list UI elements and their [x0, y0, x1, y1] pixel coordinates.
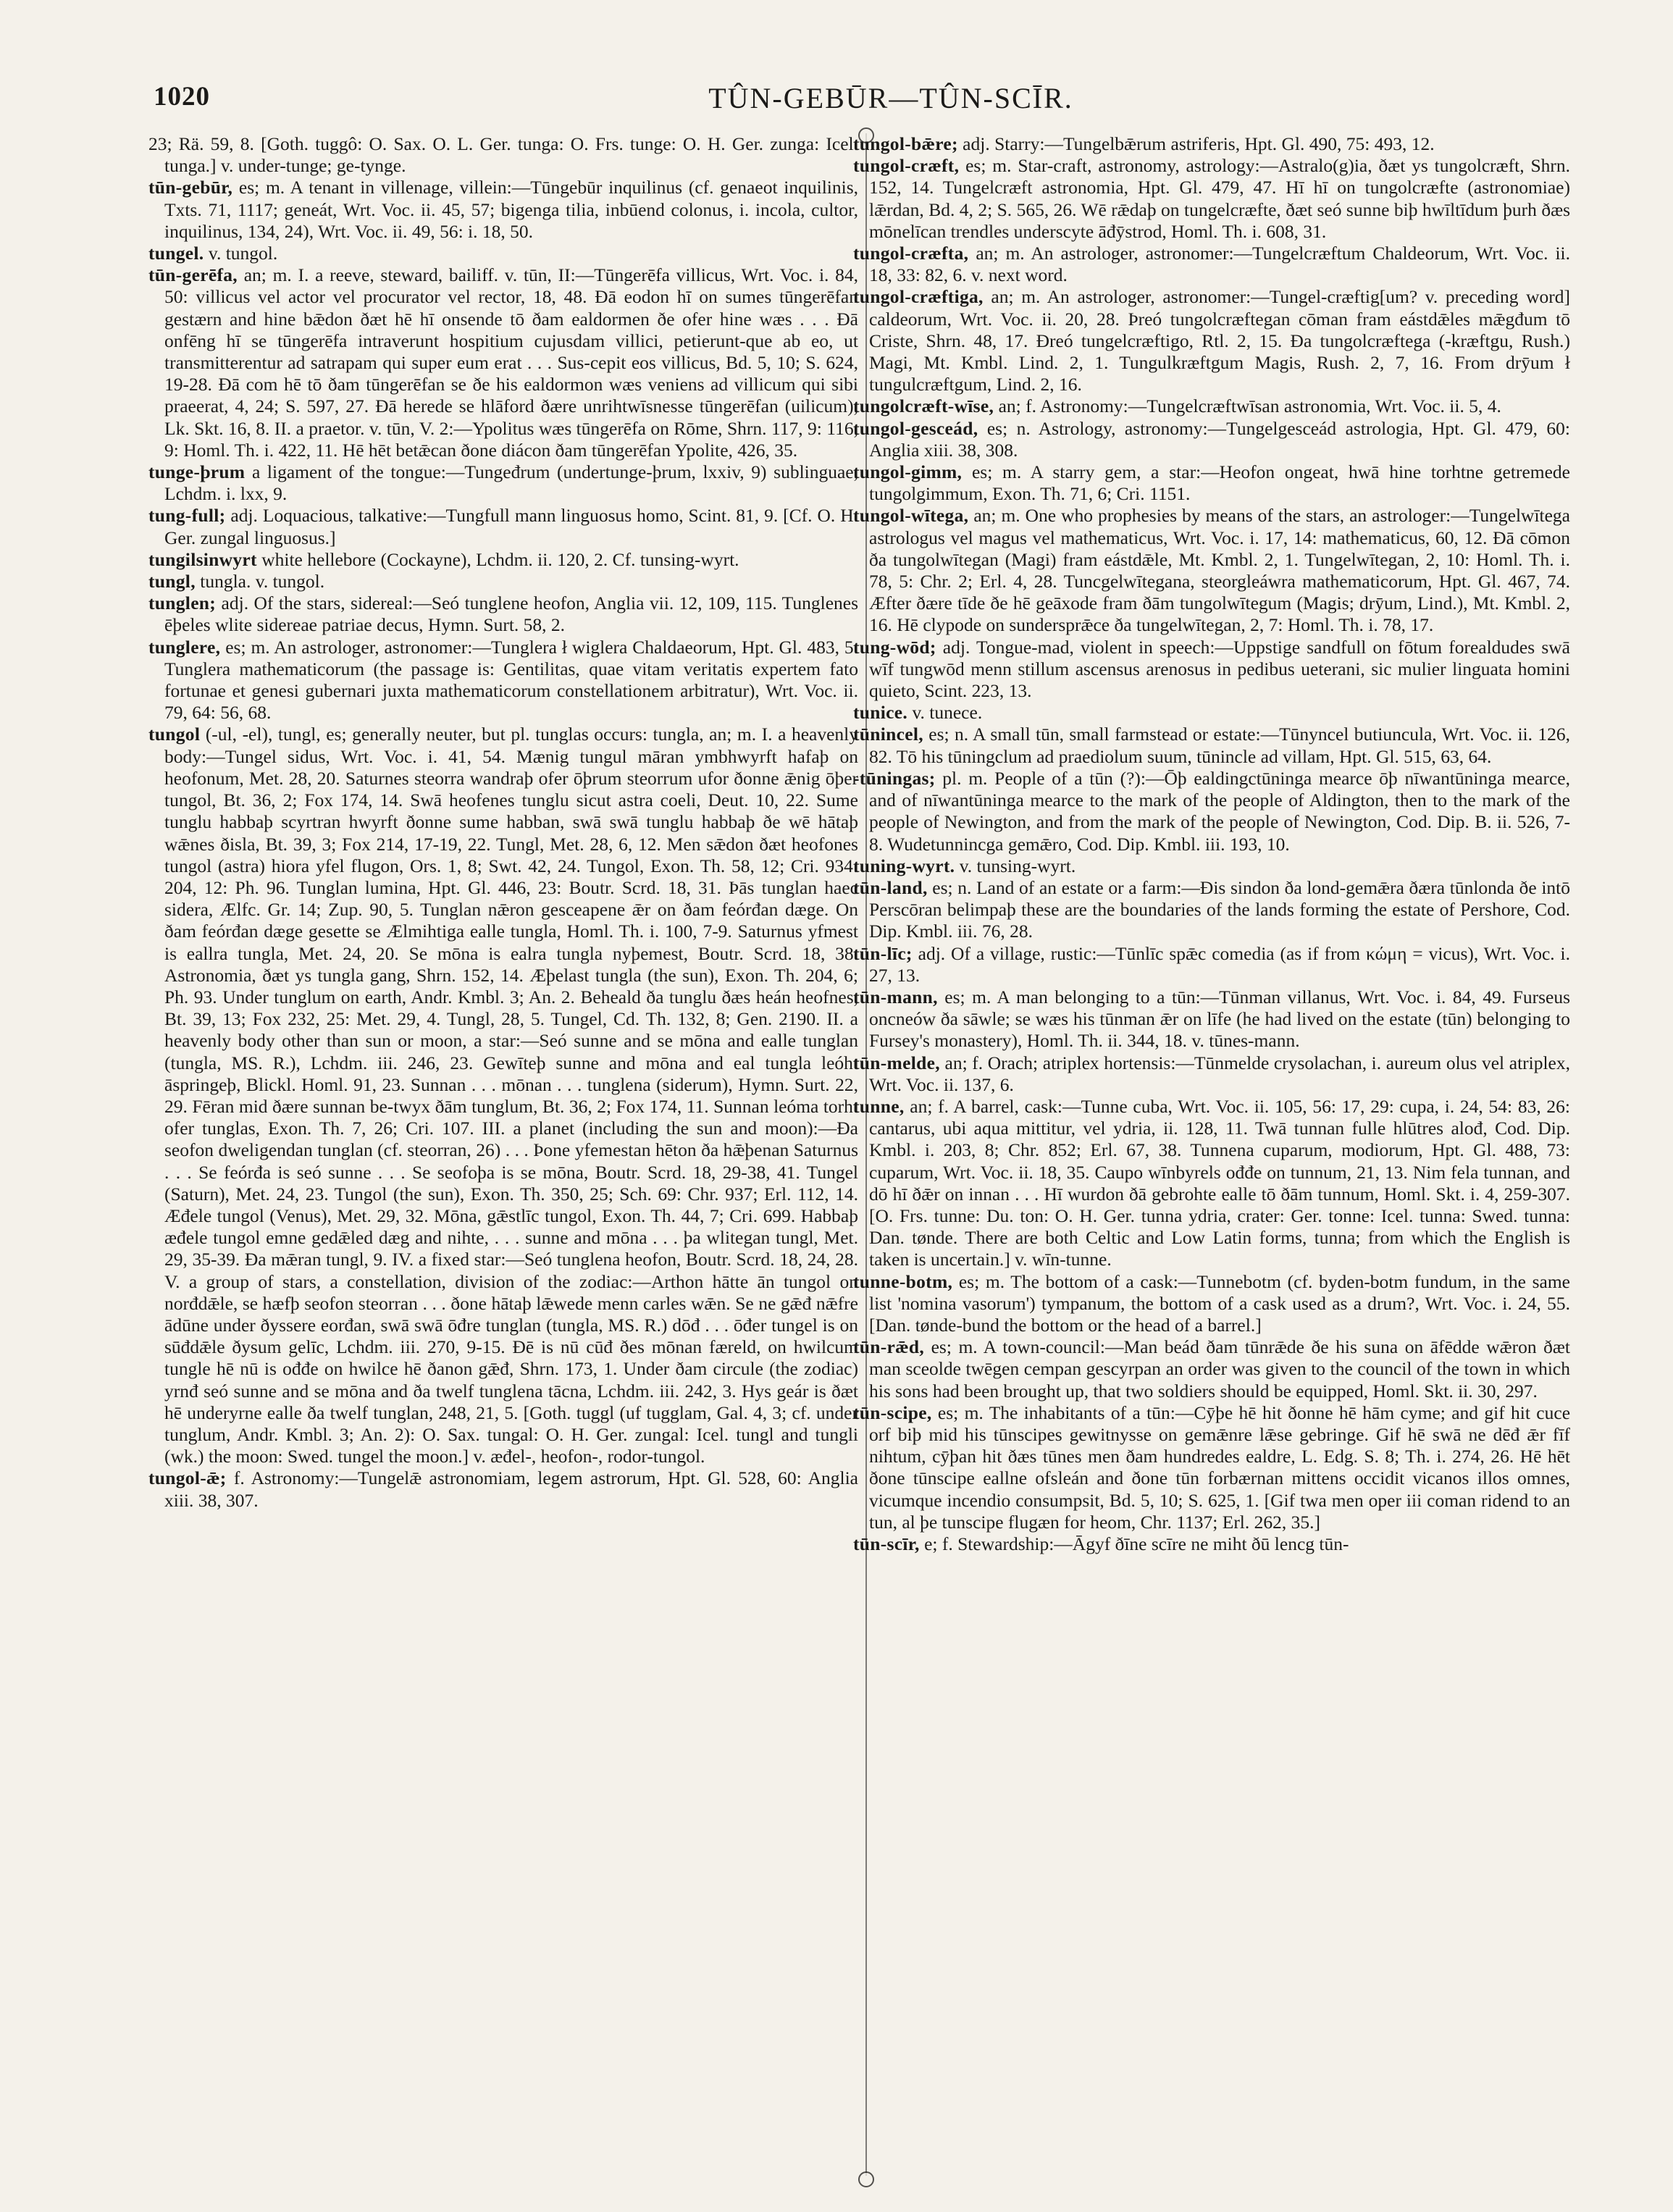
dictionary-entry — [853, 637, 1570, 703]
entry-headword: tungol-cræfta, — [853, 243, 969, 264]
dictionary-entry — [853, 395, 1570, 417]
dictionary-entry — [148, 549, 858, 571]
dictionary-entry — [148, 1467, 858, 1511]
entry-definition: 23; Rä. 59, 8. [Goth. tuggô: O. Sax. O. L. Ger. tunga: O. Frs. tunge: O. H. Ger. zunga: Icel. tunga.] v. under-tunge; ge-tynge. — [148, 133, 858, 177]
entry-headword: tunge-þrum — [148, 461, 246, 483]
dictionary-entry — [148, 592, 858, 636]
entry-definition: an; f. A barrel, cask:—Tunne cuba, Wrt. Voc. ii. 105, 56: 17, 29: cupa, i. 24, 54: 83, 26: cantarus, ubi aqua mittitur, vel ydria, ii. 128, 11. Twā tunnan fulle hlūtres alođ, Cod. Dip. Kmbl. i. 203, 8; Chr. 852; Erl. 67, 38. Tunnena cuparum, modiorum, Hpt. Gl. 488, 73: cuparum, Wrt. Voc. ii. 18, 35. Caupo wīnbyrels ođđe on tunnum, 21, 13. Nim fela tunnan, and dō hī ðǣr on innan . . . Hī wurdon ðā gebrohte ealle tō ðām tunnum, Homl. Skt. i. 4, 259-307. [O. Frs. tunne: Du. ton: O. H. Ger. tunna ydria, crater: Ger. tonne: Icel. tunna: Swed. tunna: Dan. tønde. There are both Celtic and Low Latin forms, tunna; from which the English is taken is uncertain.] v. wīn-tunne. — [869, 1095, 1570, 1270]
entry-headword: tūn-land, — [853, 876, 928, 898]
entry-definition: v. tungol. — [208, 243, 278, 264]
entry-definition: es; m. A tenant in villenage, villein:—Tūngebūr inquilinus (cf. genaeot inquilinis, Txts. 71, 1117; geneát, Wrt. Voc. ii. 45, 57; bigenga tilia, inbūend colonus, i. incola, cultor, inquilinus, 134, 24), Wrt. Voc. ii. 49, 56: i. 18, 50. — [164, 177, 858, 242]
entry-definition: es; m. A man belonging to a tūn:—Tūnman villanus, Wrt. Voc. i. 84, 49. Furseus oncneów ða sāwle; se wæs his tūnman ǣr on līfe (he had lived on the estate (tūn) belonging to Fursey's monastery), Homl. Th. ii. 344, 18. v. tūnes-mann. — [869, 986, 1571, 1052]
dictionary-entry — [853, 286, 1570, 395]
entry-definition: an; f. Orach; atriplex hortensis:—Tūnmelde crysolachan, i. aureum olus vel atriplex, Wrt. Voc. ii. 137, 6. — [869, 1052, 1571, 1095]
dictionary-entry — [853, 243, 1570, 286]
dictionary-entry — [853, 1402, 1570, 1533]
entry-definition: adj. Loquacious, talkative:—Tungfull mann linguosus homo, Scint. 81, 9. [Cf. O. H. Ger. zungal linguosus.] — [164, 505, 859, 548]
entry-headword: tūnincel, — [853, 724, 923, 745]
dictionary-entry — [148, 571, 858, 592]
entry-headword: tūn-scipe, — [853, 1402, 932, 1423]
entry-headword: tunne, — [853, 1095, 905, 1117]
dictionary-entry — [148, 133, 858, 177]
dictionary-entry — [148, 724, 858, 1467]
entry-definition: e; f. Stewardship:—Āgyf ðīne scīre ne miht ðū lencg tūn- — [924, 1533, 1349, 1554]
entry-headword: tunglere, — [148, 636, 221, 658]
entry-headword: tungol-cræft, — [853, 155, 960, 177]
entry-definition: an; m. I. a reeve, steward, bailiff. v. tūn, II:—Tūngerēfa villicus, Wrt. Voc. i. 84, 50: villicus vel actor vel procurator vel rector, 18, 48. Đā eodon hī on sumes tūngerēfan gestærn and hine bǣdon ðæt hē hī onsende tō ðam ealdormen ðe ofer hine wæs . . . Đā onfēng hī se tūngerēfa intraverunt hospitium cujusdam villici, petierunt-que ab eo, ut transmitterentur ad satrapam qui super eum erat . . . Sus-cepit eos villicus, Bd. 5, 10; S. 624, 19-28. Đā com hē tō ðam tūngerēfan se ðe his ealdormon wæs veniens ad villicum qui sibi praeerat, 4, 24; S. 597, 27. Đā herede se hlāford ðære unrihtwīsnesse tūngerēfan (uilicum), Lk. Skt. 16, 8. II. a praetor. v. tūn, V. 2:—Ypolitus wæs tūngerēfa on Rōme, Shrn. 117, 9: 116, 9: Homl. Th. i. 422, 11. Hē hēt betǣcan ðone diácon ðam tūngerēfan Ypolite, 426, 35. — [164, 264, 859, 461]
entry-headword: tungl, — [148, 571, 196, 592]
entry-headword: tungolcræft-wīse, — [853, 395, 994, 417]
dictionary-entry — [853, 1533, 1570, 1555]
entry-headword: tung-full; — [148, 505, 226, 527]
left-column — [148, 133, 858, 1512]
page-number: 1020 — [154, 82, 210, 112]
dictionary-entry — [853, 1336, 1570, 1402]
entry-headword: tuning-wyrt. — [853, 855, 955, 876]
entry-definition: a ligament of the tongue:—Tungeđrum (undertunge-þrum, lxxiv, 9) sublinguae, Lchdm. i. lxx, 9. — [164, 461, 859, 505]
entry-definition: es; n. Land of an estate or a farm:—Đis sindon ða lond-gemǣra ðæra tūnlonda ðe intō Perscōran belimpaþ these are the boundaries of the lands forming the estate of Pershore, Cod. Dip. Kmbl. iii. 76, 28. — [869, 876, 1571, 942]
entry-definition: an; m. One who prophesies by means of the stars, an astrologer:—Tungelwītega astrologus vel magus vel mathematicus, Wrt. Voc. i. 17, 14: mathematicus, 60, 12. Đā cōmon ða tungolwītegan (Magi) fram eástdǣle, Mt. Kmbl. 2, 1. Tungelwītegan, 2, 10: Homl. Th. i. 78, 5: Chr. 2; Erl. 4, 28. Tuncgelwītegana, steorgleáwra mathematicorum, Hpt. Gl. 467, 74. Æfter ðære tīde ðe hē geāxode fram ðām tungolwītegum (Magis; drȳum, Lind.), Mt. Kmbl. 2, 16. Hē clypode on sundersprǣce ða tungelwītegan, 2, 7: Homl. Th. i. 78, 17. — [869, 505, 1570, 636]
entry-definition: an; f. Astronomy:—Tungelcræftwīsan astronomia, Wrt. Voc. ii. 5, 4. — [998, 395, 1501, 417]
entry-headword: tungilsinwyrt — [148, 548, 257, 570]
entry-headword: tungol-wītega, — [853, 505, 969, 527]
dictionary-entry — [853, 418, 1570, 461]
dictionary-entry — [853, 1096, 1570, 1271]
entry-headword: tungol-gimm, — [853, 461, 963, 483]
entry-definition: adj. Tongue-mad, violent in speech:—Uppstige sandfull on fōtum forealdudes swā wīf tungwōd menn stillum ascensus arenosus in pedibus ueterani, sic mulier linguata homini quieto, Scint. 223, 13. — [869, 636, 1570, 702]
entry-headword: tungol-cræftiga, — [853, 286, 984, 308]
entry-headword: tungol-gesceád, — [853, 417, 978, 439]
entry-definition: white hellebore (Cockayne), Lchdm. ii. 120, 2. Cf. tunsing-wyrt. — [261, 548, 739, 570]
entry-headword: tunglen; — [148, 592, 217, 614]
entry-definition: an; m. An astrologer, astronomer:—Tungel-cræftig[um? v. preceding word] caldeorum, Wrt. Voc. ii. 20, 28. Þreó tungolcræftegan cōman fram eástdǣles mǣgđum tō Criste, Shrn. 48, 17. Đreó tungelcræftigo, Rtl. 2, 15. Đa tungolcræftega (-kræftgu, Rush.) Magi, Mt. Kmbl. Lind. 2, 1. Tungulkræftgum Magis, Rush. 2, 7, 16. From drȳum ł tungulcræftgum, Lind. 2, 16. — [869, 286, 1570, 395]
dictionary-entry — [853, 986, 1570, 1052]
dictionary-entry — [853, 133, 1570, 155]
entry-definition: pl. m. People of a tūn (?):—Ōþ ealdingctūninga mearce ōþ nīwantūninga mearce, and of nīwantūninga mearce to the mark of the people of Aldington, then to the mark of the people of Newington, and from the mark of the people of Newington, Cod. Dip. B. ii. 526, 7-8. Wudetunnincga gemǣro, Cod. Dip. Kmbl. iii. 193, 10. — [869, 767, 1571, 855]
entry-headword: tūn-gerēfa, — [148, 264, 238, 286]
entry-headword: tungol-ǣ; — [148, 1467, 227, 1489]
entry-definition: es; m. A town-council:—Man beád ðam tūnrǣde ðe his suna on āfēdde wǣron ðæt man sceolde twēgen cempan gescyrpan an order was given to the council of the town in which his sons had been brought up, that two soldiers should be equipped, Homl. Skt. ii. 30, 297. — [869, 1336, 1571, 1402]
dictionary-entry — [853, 877, 1570, 943]
dictionary-entry — [148, 461, 858, 505]
entry-definition: adj. Of a village, rustic:—Tūnlīc spǣc comedia (as if from κώμη = vicus), Wrt. Voc. i. 27, 13. — [869, 942, 1571, 986]
entry-headword: tūn-mann, — [853, 986, 938, 1007]
entry-headword: tungel. — [148, 243, 204, 264]
dictionary-entry — [853, 724, 1570, 767]
entry-headword: tunne-botm, — [853, 1270, 953, 1292]
dictionary-entry — [853, 768, 1570, 855]
entry-definition: es; m. Star-craft, astronomy, astrology:—Astralo(g)ia, ðæt ys tungolcræft, Shrn. 152, 14. Tungelcræft astronomia, Hpt. Gl. 479, 47. Hī hī on tungolcræfte (astronomiae) lǣrdan, Bd. 4, 2; S. 565, 26. Wē rǣdaþ on tungelcræfte, ðæt seó sunne biþ hwīltīdum þurh ðæs mōnelīcan trendles underscyte āđȳstrod, Homl. Th. i. 608, 31. — [869, 155, 1571, 242]
entry-definition: v. tunece. — [912, 702, 983, 724]
entry-headword: tūn-gebūr, — [148, 177, 233, 198]
dictionary-entry — [148, 505, 858, 548]
right-column — [853, 133, 1570, 1555]
entry-definition: f. Astronomy:—Tungelǣ astronomiam, legem astrorum, Hpt. Gl. 528, 60: Anglia xiii. 38, 307. — [164, 1467, 858, 1511]
running-head: TÛN-GEBŪR—TÛN-SCĪR. — [708, 82, 1073, 114]
dictionary-entry — [853, 702, 1570, 724]
dictionary-entry — [148, 243, 858, 264]
entry-definition: adj. Of the stars, sidereal:—Seó tunglene heofon, Anglia vii. 12, 109, 115. Tunglenes ēþeles wlite sidereae patriae decus, Hymn. Surt. 58, 2. — [164, 592, 859, 636]
dictionary-entry — [853, 943, 1570, 986]
entry-headword: tungol — [148, 724, 201, 745]
dictionary-entry — [853, 855, 1570, 877]
entry-definition: es; m. The bottom of a cask:—Tunnebotm (cf. byden-botm fundum, in the same list 'nomina vasorum') tympanum, the bottom of a cask used as a drum?, Wrt. Voc. i. 24, 55. [Dan. tønde-bund the bottom or the head of a barrel.] — [869, 1270, 1570, 1336]
entry-definition: es; m. A starry gem, a star:—Heofon ongeat, hwā hine torhtne getremede tungolgimmum, Exon. Th. 71, 6; Cri. 1151. — [869, 461, 1570, 505]
entry-headword: tūn-rǣd, — [853, 1336, 925, 1358]
dictionary-entry — [853, 505, 1570, 636]
dictionary-entry — [148, 264, 858, 461]
dictionary-entry — [853, 1052, 1570, 1096]
entry-definition: tungla. v. tungol. — [200, 571, 325, 592]
entry-definition: es; n. Astrology, astronomy:—Tungelgesceád astrologia, Hpt. Gl. 479, 60: Anglia xiii. 38, 308. — [869, 417, 1571, 461]
entry-headword: tunice. — [853, 702, 908, 724]
dictionary-entry — [853, 1271, 1570, 1337]
dictionary-entry — [148, 637, 858, 724]
entry-definition: es; m. An astrologer, astronomer:—Tunglera ł wiglera Chaldaeorum, Hpt. Gl. 483, 5. Tunglera mathematicorum (the passage is: Gentilitas, quae vitam veritatis expertem fato fortunae et genesi gubernari juxta mathematicorum constellationem arbitratur), Wrt. Voc. ii. 79, 64: 56, 68. — [164, 636, 858, 724]
dictionary-entry — [853, 155, 1570, 243]
entry-headword: tūn-scīr, — [853, 1533, 920, 1554]
page-header — [138, 72, 1644, 123]
entry-definition: an; m. An astrologer, astronomer:—Tungelcræftum Chaldeorum, Wrt. Voc. ii. 18, 33: 82, 6. v. next word. — [869, 243, 1571, 286]
entry-definition: es; m. The inhabitants of a tūn:—Cȳþe hē hit ðonne hē hām cyme; and gif hit cuce orf biþ mid his tūnscipes gewitnysse on gemǣnre lǣse gebringe. Gif hē swā ne dēđ ǣr fīf nihtum, cȳþan hit ðæs tūnes men ðam hundredes ealdre, L. Edg. S. 8; Th. i. 274, 26. Hē hēt ðone tūnscipe eallne ofsleán and ðone tūn forbærnan mittens occidit vicanos illos omnes, vicumque incendio consumpsit, Bd. 5, 10; S. 625, 1. [Gif twa men oper iii coman ridend to an tun, al þe tunscipe flugæn for heom, Chr. 1137; Erl. 262, 35.] — [869, 1402, 1571, 1533]
entry-headword: tūn-līc; — [853, 942, 913, 964]
dictionary-entry — [148, 177, 858, 243]
entry-headword: tung-wōd; — [853, 636, 936, 658]
dictionary-entry — [853, 461, 1570, 505]
column-divider-bottom-ornament — [858, 2171, 874, 2187]
entry-definition: adj. Starry:—Tungelbǣrum astriferis, Hpt. Gl. 490, 75: 493, 12. — [963, 133, 1435, 154]
entry-definition: es; n. A small tūn, small farmstead or estate:—Tūnyncel butiuncula, Wrt. Voc. ii. 126, 82. Tō his tūningclum ad praediolum suum, tūnincle ad villam, Hpt. Gl. 515, 63, 64. — [869, 724, 1570, 767]
entry-definition: v. tunsing-wyrt. — [959, 855, 1076, 876]
entry-headword: tūn-melde, — [853, 1052, 940, 1073]
entry-definition: (-ul, -el), tungl, es; generally neuter, but pl. tunglas occurs: tungla, an; m. I. a heavenly body:—Tungel sidus, Wrt. Voc. i. 41, 54. Mænig tungul māran ymbhwyrft hafaþ on heofonum, Met. 28, 20. Saturnes steorra wandraþ ofer ōþrum steorrum ufor ðonne ǣnig ōþer tungol, Bt. 36, 2; Fox 174, 14. Swā heofenes tunglu sicut astra coeli, Deut. 10, 22. Sume tunglu habbaþ scyrtran hwyrft ðonne sume habban, swā swā tunglu habbaþ ðe wē hātaþ wǣnes ðisla, Bt. 39, 3; Fox 214, 17-19, 22. Tungl, Met. 28, 6, 12. Men sǣdon ðæt heofones tungol (astra) hiora yfel flugon, Ors. 1, 8; Swt. 42, 24. Tungol, Exon. Th. 58, 12; Cri. 934: 204, 12: Ph. 96. Tunglan lumina, Hpt. Gl. 446, 23: Boutr. Scrd. 18, 31. Þās tunglan haec sidera, Ælfc. Gr. 14; Zup. 90, 5. Tunglan nǣron gesceapene ǣr on ðam feórđan dæge. On ðam feórđan dæge gesette se Ælmihtiga ealle tungla, Homl. Th. i. 100, 7-9. Saturnus yfmest is eallra tungla, Met. 24, 20. Se mōna is ealra tungla nyþemest, Boutr. Scrd. 18, 38. Astronomia, ðæt ys tungla gang, Shrn. 152, 14. Æþelast tungla (the sun), Exon. Th. 204, 6; Ph. 93. Under tunglum on earth, Andr. Kmbl. 3; An. 2. Beheald ða tunglu ðæs heán heofnes, Bt. 39, 13; Fox 232, 25: Met. 29, 4. Tungl, 28, 5. Tungel, Cd. Th. 132, 8; Gen. 2190. II. a heavenly body other than sun or moon, a star:—Seó sunne and se mōna and ealle tunglan (tungla, MS. R.), Lchdm. iii. 246, 23. Gewīteþ sunne and mōna and eal tungla leóht āspringeþ, Blickl. Homl. 91, 23. Sunnan . . . mōnan . . . tunglena (siderum), Hymn. Surt. 22, 29. Fēran mid ðære sunnan be-twyx ðām tunglum, Bt. 36, 2; Fox 174, 11. Sunnan leóma torht ofer tunglas, Exon. Th. 7, 26; Cri. 107. III. a planet (including the sun and moon):—Đa seofon dweligendan tunglan (cf. steorran, 26) . . . Þone yfemestan hēton ða hǣþenan Saturnus . . . Se feórđa is seó sunne . . . Se seofoþa is se mōna, Boutr. Scrd. 18, 29-38, 41. Tungel (Saturn), Met. 24, 23. Tungol (the sun), Exon. Th. 350, 25; Sch. 69: Chr. 937; Erl. 112, 14. Æđele tungol (Venus), Met. 29, 32. Mōna, gǣstlīc tungol, Exon. Th. 44, 7; Cri. 699. Habbaþ æđele tungol emne gedǣled dæg and nihte, . . . sunne and mōna . . . þa wlitegan tungl, Met. 29, 35-39. Đa mǣran tungl, 9. IV. a fixed star:—Seó tunglena heofon, Boutr. Scrd. 18, 24, 28. V. a group of stars, a constellation, division of the zodiac:—Arthon hātte ān tungol on norđdǣle, se hæfþ seofon steorran . . . ðone hātaþ lǣwede menn carles wǣn. Se ne gǣđ nǣfre ādūne under ðyssere eorđan, swā swā ōđre tunglan (tungla, MS. R.) dōđ . . . ōđer tungel is on sūđdǣle ðysum gelīc, Lchdm. iii. 270, 9-15. Đē is nū cūđ ðes mōnan færeld, on hwilcum tungle hē nū is ođđe on hwilce hē ðanon gǣđ, Shrn. 173, 1. Under ðam circule (the zodiac) yrnđ seó sunne and se mōna and ða twelf tunglena tācna, Lchdm. iii. 242, 3. Hys geár is ðæt hē underyrne ealle ða twelf tunglan, 248, 21, 5. [Goth. tuggl (uf tugglam, Gal. 4, 3; cf. under tunglum, Andr. Kmbl. 3; An. 2): O. Sax. tungal: O. H. Ger. zungal: Icel. tungl and tungli (wk.) the moon: Swed. tungel the moon.] v. æđel-, heofon-, rodor-tungol. — [164, 724, 858, 1467]
entry-headword: -tūningas; — [853, 767, 936, 789]
entry-headword: tungol-bǣre; — [853, 133, 958, 154]
